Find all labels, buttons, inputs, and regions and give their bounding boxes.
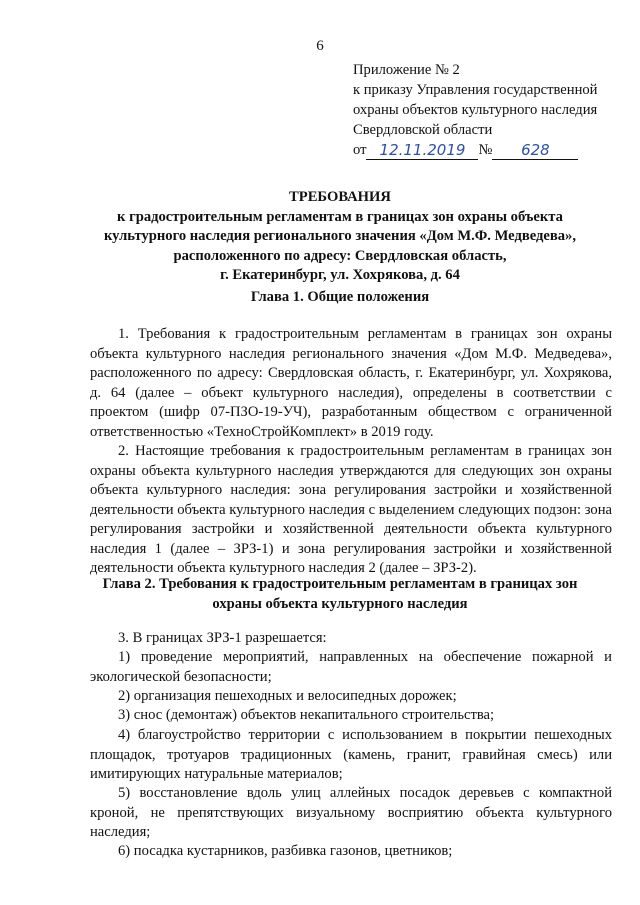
date-prefix: от: [353, 142, 367, 158]
chapter2-heading-line: Глава 2. Требования к градостроительным регламентам в границах зон: [102, 576, 578, 592]
list-item: 5) восстановление вдоль улиц аллейных посадок деревьев с компактной кроной, не препятствующих визуальному восприятию объекта культурного наследия;: [90, 785, 612, 840]
paragraph-3: 3. В границах ЗРЗ-1 разрешается:: [118, 630, 327, 646]
order-date-row: [353, 140, 598, 160]
chapter1-heading: Глава 1. Общие положения: [250, 289, 430, 305]
appendix-line: охраны объектов культурного наследия: [353, 102, 598, 118]
title-line: к градостроительным регламентам в границах зон охраны объекта: [117, 208, 563, 225]
chapter2-heading: [70, 575, 610, 614]
page-number: 6: [316, 38, 324, 54]
list-item: 4) благоустройство территории с использованием в покрытии пешеходных площадок, тротуаров традиционных (камень, гранит, гравийная смесь) или имитирующих натуральные материалов;: [90, 727, 612, 782]
handwritten-number: 628: [492, 142, 578, 160]
title-line: расположенного по адресу: Свердловская область,: [173, 247, 507, 264]
list-item: 3) снос (демонтаж) объектов некапитального строительства;: [118, 707, 495, 723]
appendix-line: Приложение № 2: [353, 62, 460, 78]
paragraph-2: 2. Настоящие требования к градостроительным регламентам в границах зон охраны объекта культурного наследия утверждаются для следующих зон охраны объекта культурного наследия: зона регулирования застройки и хозяйственной деятельности объекта культурного наследия с выделением следующих подзон: зона регулирования застройки и хозяйственной деятельности объекта культурного наследия 1 (далее – ЗРЗ-1) и зона регулирования застройки и хозяйственной деятельности объекта культурного наследия 2 (далее – ЗРЗ-2).: [90, 443, 612, 576]
number-prefix: №: [478, 142, 493, 158]
list-item: 6) посадка кустарников, разбивка газонов, цветников;: [118, 843, 453, 859]
list-item: 2) организация пешеходных и велосипедных дорожек;: [118, 688, 457, 704]
document-title: [70, 188, 610, 286]
list-item: 1) проведение мероприятий, направленных на обеспечение пожарной и экологической безопасности;: [90, 649, 612, 685]
title-line: культурного наследия регионального значения «Дом М.Ф. Медведева»,: [103, 228, 576, 244]
appendix-line: к приказу Управления государственной: [353, 82, 598, 98]
title-line: г. Екатеринбург, ул. Хохрякова, д. 64: [220, 267, 460, 283]
paragraph-1: 1. Требования к градостроительным регламентам в границах зон охраны объекта культурного наследия регионального значения «Дом М.Ф. Медведева», расположенного по адресу: Свердловская область, г. Екатеринбург, ул. Хохрякова, д. 64 (далее – объект культурного наследия), определены в соответствии с проектом (шифр 07-ПЗО-19-УЧ), разработанным обществом с ограниченной ответственностью «ТехноСтройКомплект» в 2019 году.: [90, 326, 612, 440]
appendix-header: [353, 60, 598, 160]
handwritten-date: 12.11.2019: [366, 142, 478, 160]
chapter2-heading-line: охраны объекта культурного наследия: [212, 595, 468, 612]
title-heading: ТРЕБОВАНИЯ: [289, 189, 391, 205]
appendix-line: Свердловской области: [353, 122, 493, 138]
